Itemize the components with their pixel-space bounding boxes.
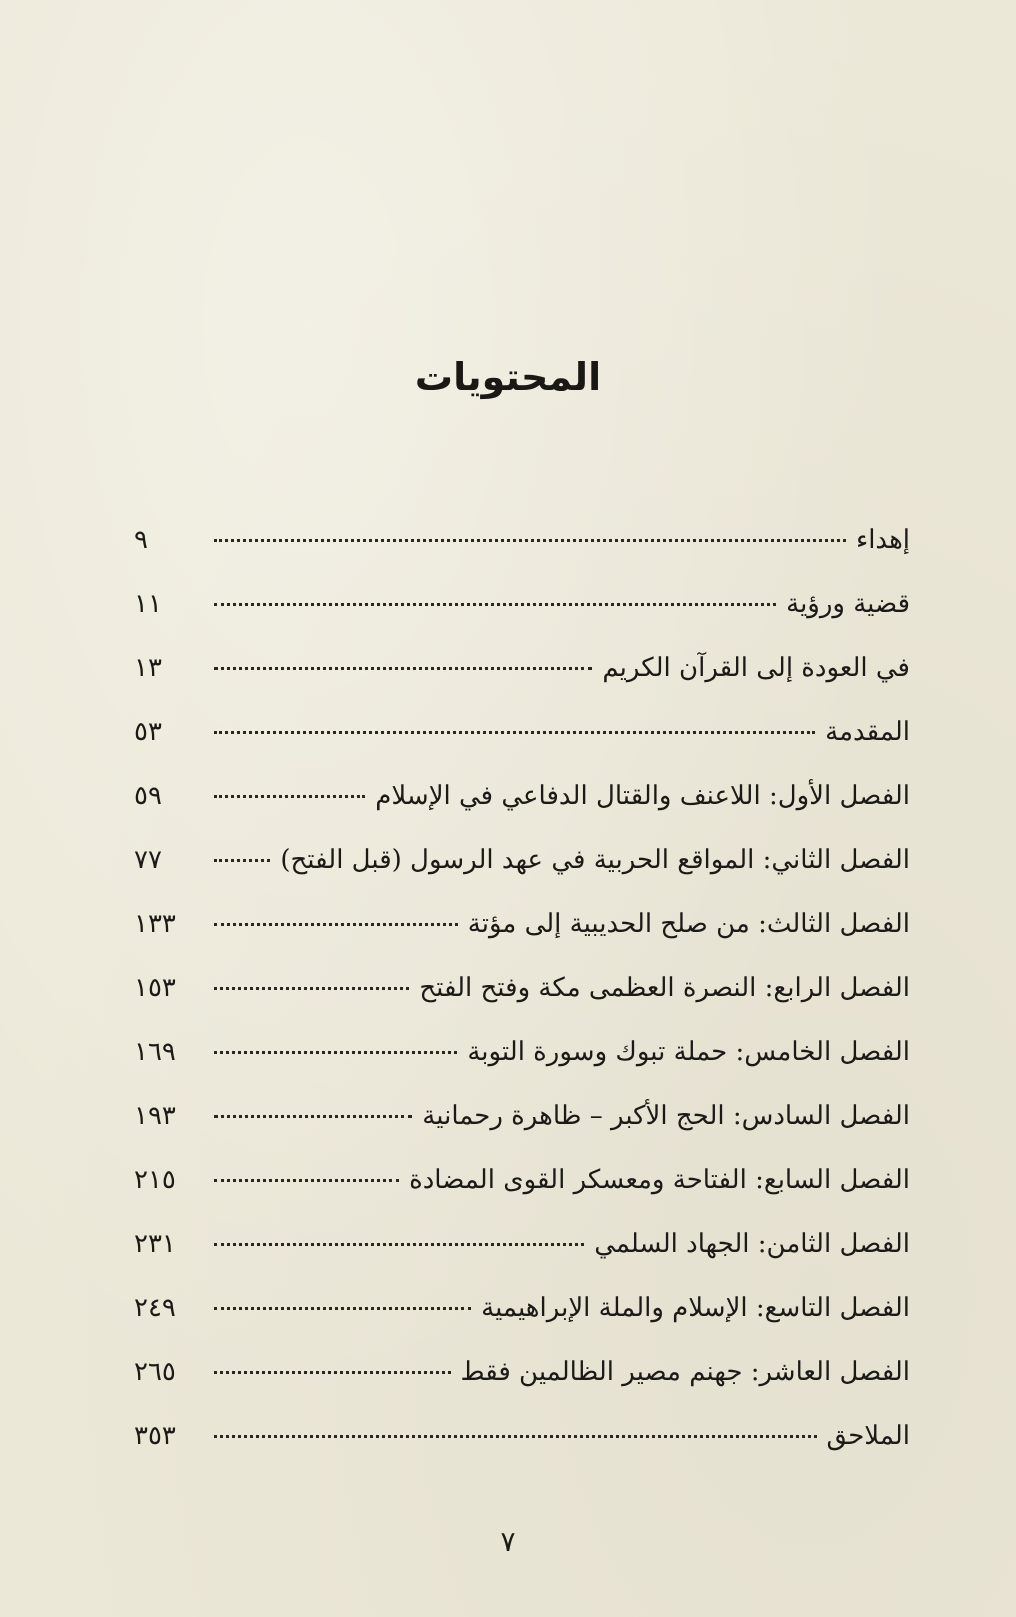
- toc-entry: [134, 1416, 910, 1480]
- dot-leader: [214, 603, 776, 606]
- toc-entry-page-number: ٢١٥: [134, 1165, 176, 1195]
- toc-entry-title: الفصل الأول: اللاعنف والقتال الدفاعي في الإسلام: [375, 781, 910, 811]
- toc-entry-page-number: ١٩٣: [134, 1101, 176, 1131]
- toc-entry: [134, 968, 910, 1032]
- dot-leader: [214, 1051, 457, 1054]
- toc-entry-title: الفصل التاسع: الإسلام والملة الإبراهيمية: [481, 1293, 910, 1323]
- toc-entry-title: إهداء: [855, 525, 910, 555]
- dot-leader: [214, 1371, 451, 1374]
- toc-entry: [134, 1224, 910, 1288]
- dot-leader: [214, 1115, 412, 1118]
- toc-entry-title: الفصل الثاني: المواقع الحربية في عهد الرسول (قبل الفتح): [280, 845, 910, 875]
- toc-entry-title: الفصل العاشر: جهنم مصير الظالمين فقط: [460, 1357, 910, 1387]
- toc-entry: [134, 1160, 910, 1224]
- toc-entry: [134, 648, 910, 712]
- toc-entry-title: الفصل الثالث: من صلح الحديبية إلى مؤتة: [467, 909, 910, 939]
- dot-leader: [214, 795, 365, 798]
- toc-entry-page-number: ٥٣: [134, 717, 162, 747]
- toc-entry-page-number: ٢٣١: [134, 1229, 176, 1259]
- toc-entry: [134, 520, 910, 584]
- toc-entry-page-number: ١١: [134, 589, 162, 619]
- toc-entry: [134, 1288, 910, 1352]
- dot-leader: [214, 539, 846, 542]
- toc-entry-title: الملاحق: [826, 1421, 910, 1451]
- toc-entry-page-number: ٧٧: [134, 845, 162, 875]
- dot-leader: [214, 1307, 471, 1310]
- dot-leader: [214, 731, 815, 734]
- toc-entry-page-number: ١٣٣: [134, 909, 176, 939]
- toc-entry: [134, 840, 910, 904]
- table-of-contents: [134, 520, 910, 1480]
- toc-entry-title: الفصل الخامس: حملة تبوك وسورة التوبة: [467, 1037, 910, 1067]
- toc-entry: [134, 584, 910, 648]
- page-title: المحتويات: [414, 355, 602, 399]
- toc-entry: [134, 1032, 910, 1096]
- page-number: ٧: [500, 1525, 516, 1558]
- toc-entry-title: في العودة إلى القرآن الكريم: [602, 653, 910, 683]
- toc-entry-title: الفصل السادس: الحج الأكبر – ظاهرة رحمانية: [422, 1101, 910, 1131]
- dot-leader: [214, 923, 458, 926]
- dot-leader: [214, 1243, 584, 1246]
- toc-entry-page-number: ١٦٩: [134, 1037, 176, 1067]
- toc-entry-title: المقدمة: [825, 717, 910, 747]
- toc-entry-title: الفصل السابع: الفتاحة ومعسكر القوى المضادة: [409, 1165, 910, 1195]
- toc-entry-page-number: ٣٥٣: [134, 1421, 176, 1451]
- dot-leader: [214, 1435, 817, 1438]
- toc-entry-page-number: ١٣: [134, 653, 162, 683]
- dot-leader: [214, 859, 270, 862]
- toc-entry-page-number: ٢٤٩: [134, 1293, 176, 1323]
- toc-entry: [134, 776, 910, 840]
- dot-leader: [214, 667, 592, 670]
- toc-entry-page-number: ٢٦٥: [134, 1357, 176, 1387]
- toc-entry-page-number: ١٥٣: [134, 973, 176, 1003]
- toc-entry-title: قضية ورؤية: [786, 589, 910, 619]
- toc-entry: [134, 712, 910, 776]
- toc-entry: [134, 1096, 910, 1160]
- toc-entry: [134, 1352, 910, 1416]
- toc-entry-title: الفصل الثامن: الجهاد السلمي: [594, 1229, 910, 1259]
- dot-leader: [214, 987, 409, 990]
- toc-entry-title: الفصل الرابع: النصرة العظمى مكة وفتح الفتح: [419, 973, 910, 1003]
- toc-entry: [134, 904, 910, 968]
- dot-leader: [214, 1179, 399, 1182]
- toc-entry-page-number: ٥٩: [134, 781, 162, 811]
- toc-entry-page-number: ٩: [134, 525, 148, 555]
